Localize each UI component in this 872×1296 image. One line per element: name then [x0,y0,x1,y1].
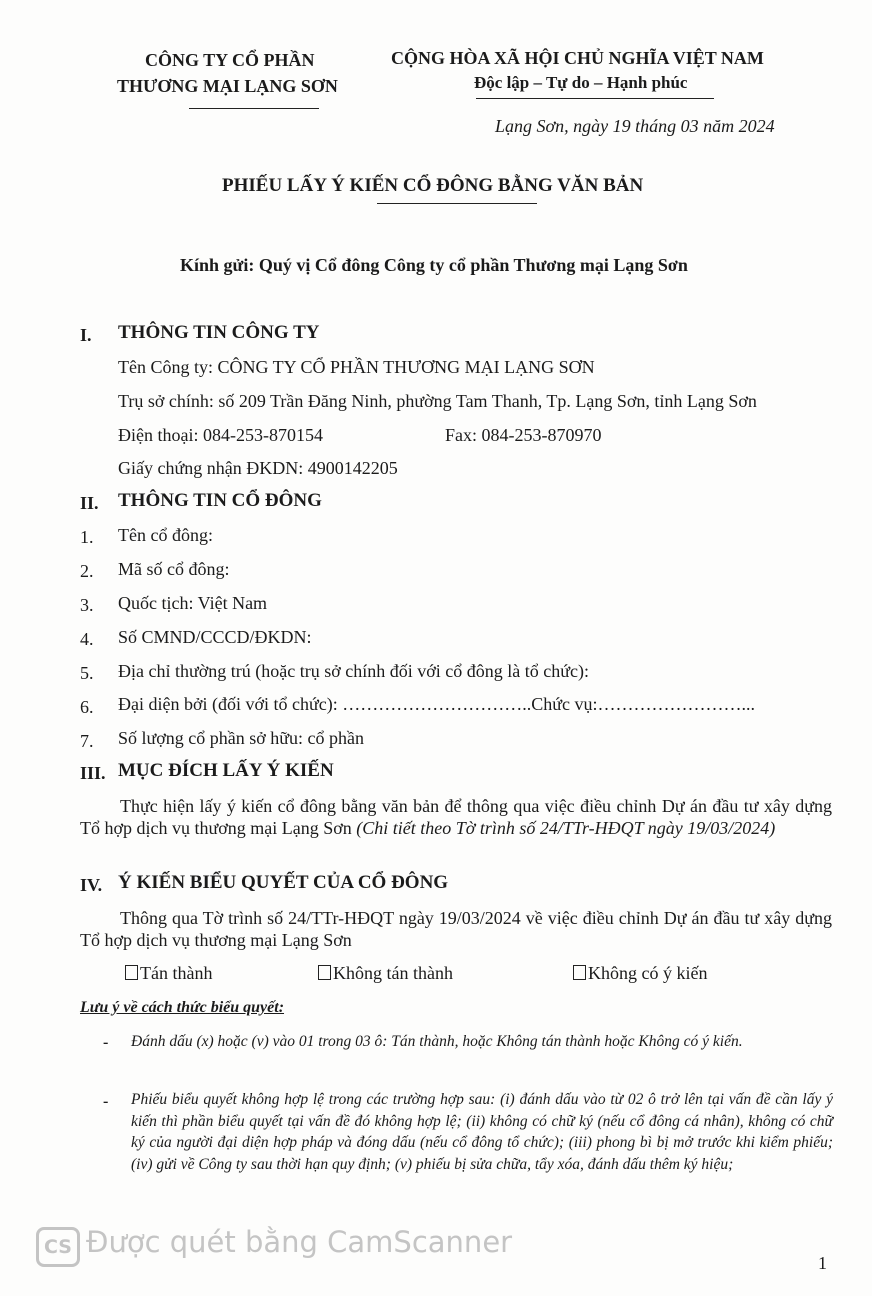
representative-field: Đại diện bởi (đối với tổ chức): …………………………..Chức vụ:……………………... [118,694,755,714]
business-reg-field: Giấy chứng nhận ĐKDN: 4900142205 [118,458,398,478]
item-number: 1. [80,527,94,547]
note-item-1: Đánh dấu (x) hoặc (v) vào 01 trong 03 ô: Tán thành, hoặc Không tán thành hoặc Không có ý kiến. [131,1033,743,1050]
option-approve[interactable] [125,963,212,984]
company-name-field: Tên Công ty: CÔNG TY CỔ PHẦN THƯƠNG MẠI LẠNG SƠN [118,357,595,377]
section2-title: THÔNG TIN CỔ ĐÔNG [118,490,322,511]
document-title: PHIẾU LẤY Ý KIẾN CỔ ĐÔNG BẰNG VĂN BẢN [222,175,644,196]
section2-number: II. [80,493,99,513]
purpose-reference: (Chi tiết theo Tờ trình số 24/TTr-HĐQT ngày 19/03/2024) [356,818,776,838]
shares-owned-field: Số lượng cổ phần sở hữu: cổ phần [118,728,365,748]
item-number: 2. [80,561,94,581]
fax-field: Fax: 084-253-870970 [445,425,602,445]
company-name-line2: THƯƠNG MẠI LẠNG SƠN [117,76,338,96]
item-number: 5. [80,663,94,683]
motto-underline [476,98,714,99]
section3-number: III. [80,763,106,783]
nation-title: CỘNG HÒA XÃ HỘI CHỦ NGHĨA VIỆT NAM [391,48,764,68]
checkbox-disapprove[interactable] [318,965,331,980]
date-line: Lạng Sơn, ngày 19 tháng 03 năm 2024 [495,116,775,136]
item-number: 6. [80,697,94,717]
item-number: 4. [80,629,94,649]
checkbox-approve[interactable] [125,965,138,980]
section4-title: Ý KIẾN BIỂU QUYẾT CỦA CỔ ĐÔNG [118,872,449,893]
item-number: 3. [80,595,94,615]
camscanner-logo: CS [36,1227,80,1267]
head-office-field: Trụ sở chính: số 209 Trần Đăng Ninh, phường Tam Thanh, Tp. Lạng Sơn, tỉnh Lạng Sơn [118,391,757,411]
nationality-field: Quốc tịch: Việt Nam [118,593,268,613]
section1-number: I. [80,325,92,345]
option-no-opinion-label: Không có ý kiến [588,963,708,983]
option-disapprove[interactable] [318,963,453,984]
purpose-text: Thực hiện lấy ý kiến cổ đông bằng văn bản để thông qua việc điều chỉnh Dự án đầu tư xây dựng Tổ hợp dịch vụ thương mại Lạng Sơn [80,796,832,838]
note-bullet: - [103,1093,109,1110]
recipient-line: Kính gửi: Quý vị Cổ đông Công ty cổ phần Thương mại Lạng Sơn [180,255,688,275]
option-disapprove-label: Không tán thành [333,963,453,983]
section4-number: IV. [80,875,103,895]
camscanner-watermark: Được quét bằng CamScanner [86,1225,513,1259]
shareholder-name-field: Tên cổ đông: [118,525,213,545]
address-field: Địa chỉ thường trú (hoặc trụ sở chính đối với cổ đông là tổ chức): [118,661,589,681]
notes-heading: Lưu ý về cách thức biểu quyết: [80,999,285,1016]
company-name-line1: CÔNG TY CỔ PHẦN [145,50,315,70]
item-number: 7. [80,731,94,751]
section3-title: MỤC ĐÍCH LẤY Ý KIẾN [118,760,334,781]
page-number: 1 [818,1253,827,1273]
purpose-paragraph [80,795,832,839]
section1-title: THÔNG TIN CÔNG TY [118,322,320,343]
option-approve-label: Tán thành [140,963,213,983]
note-bullet: - [103,1034,109,1051]
note-item-2: Phiếu biểu quyết không hợp lệ trong các trường hợp sau: (i) đánh dấu vào từ 02 ô trở lên tại vấn đề cần lấy ý kiến thì phần biểu quyết tại vấn đề đó không hợp lệ; (ii) không có chữ ký (nếu cổ đông cá nhân), không có chữ ký của người đại diện hợp pháp và đóng dấu (nếu cổ đông tổ chức); (iii) phong bì bị mở trước khi kiểm phiếu; (iv) gửi về Công ty sau thời hạn quy định; (v) phiếu bị sửa chữa, tẩy xóa, đánh dấu thêm ký hiệu; [131,1091,833,1173]
title-underline [377,203,537,204]
company-underline [189,108,319,109]
nation-motto: Độc lập – Tự do – Hạnh phúc [474,73,688,92]
checkbox-no-opinion[interactable] [573,965,586,980]
shareholder-code-field: Mã số cổ đông: [118,559,230,579]
option-no-opinion[interactable] [573,963,707,984]
phone-field: Điện thoại: 084-253-870154 [118,425,323,445]
vote-paragraph: Thông qua Tờ trình số 24/TTr-HĐQT ngày 19/03/2024 về việc điều chỉnh Dự án đầu tư xây dựng Tổ hợp dịch vụ thương mại Lạng Sơn [80,908,832,950]
id-number-field: Số CMND/CCCD/ĐKDN: [118,627,312,647]
